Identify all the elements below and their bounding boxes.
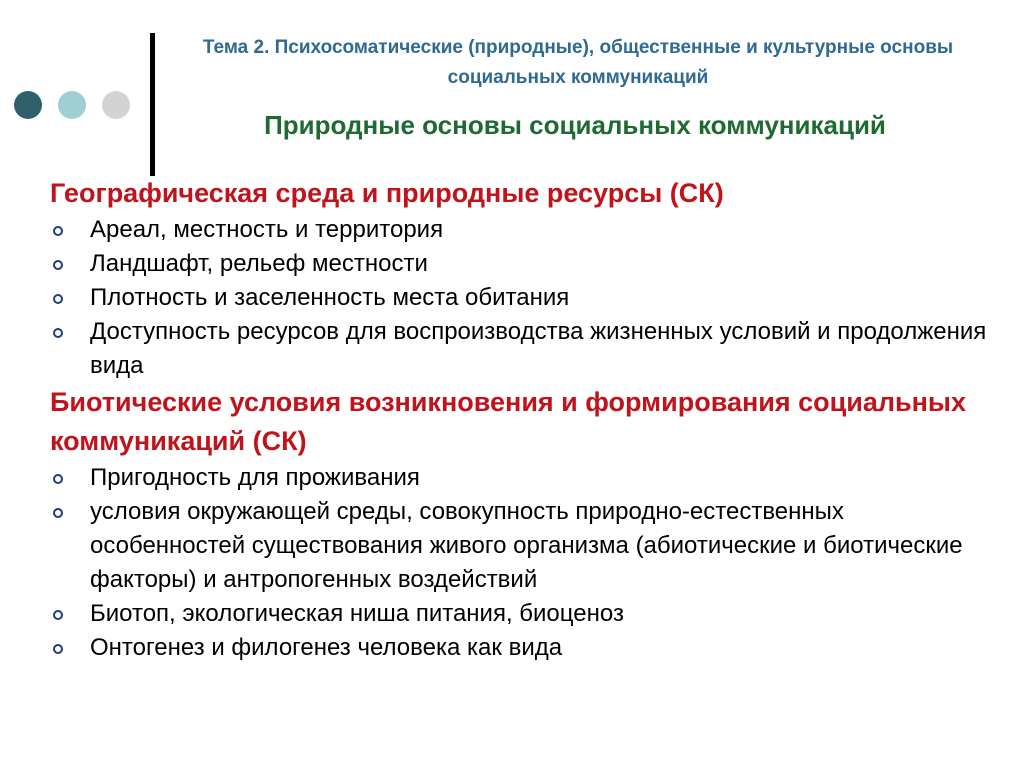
list-item bbox=[50, 597, 1000, 631]
list-item bbox=[50, 247, 1000, 281]
list-item-text: Плотность и заселенность места обитания bbox=[90, 284, 570, 311]
list-item bbox=[50, 495, 1000, 597]
bullet-circle-icon bbox=[53, 226, 63, 236]
bullet-list-biotic bbox=[50, 461, 1000, 665]
list-item bbox=[50, 213, 1000, 247]
list-item-text: Пригодность для проживания bbox=[90, 464, 420, 491]
bullet-circle-icon bbox=[53, 644, 63, 654]
section-heading-biotic: Биотические условия возникновения и формирования социальных коммуникаций (СК) bbox=[50, 387, 966, 456]
bullet-circle-icon bbox=[53, 260, 63, 270]
slide-title: Природные основы социальных коммуникаций bbox=[264, 110, 886, 140]
section-heading-geography: Географическая среда и природные ресурсы (СК) bbox=[50, 178, 724, 208]
bullet-circle-icon bbox=[53, 294, 63, 304]
topic-heading: Тема 2. Психосоматические (природные), общественные и культурные основы социальных коммуникаций bbox=[202, 37, 954, 88]
list-item-text: Онтогенез и филогенез человека как вида bbox=[90, 634, 563, 661]
vertical-divider bbox=[150, 33, 155, 176]
bullet-circle-icon bbox=[53, 508, 63, 518]
list-item bbox=[50, 281, 1000, 315]
bullet-list-geography bbox=[50, 213, 1000, 383]
slide-content bbox=[50, 174, 1000, 665]
bullet-circle-icon bbox=[53, 328, 63, 338]
list-item-text: Доступность ресурсов для воспроизводства жизненных условий и продолжения вида bbox=[90, 318, 987, 379]
list-item bbox=[50, 461, 1000, 495]
list-item bbox=[50, 315, 1000, 383]
list-item-text: условия окружающей среды, совокупность природно-естественных особенностей существования живого организма (абиотические и биотические факторы) и антропогенных воздействий bbox=[90, 498, 963, 593]
bullet-circle-icon bbox=[53, 610, 63, 620]
decorative-dot-dark bbox=[14, 91, 42, 119]
bullet-circle-icon bbox=[53, 474, 63, 484]
decorative-dot-light bbox=[58, 91, 86, 119]
list-item-text: Ареал, местность и территория bbox=[90, 216, 444, 243]
list-item-text: Ландшафт, рельеф местности bbox=[90, 250, 428, 277]
list-item-text: Биотоп, экологическая ниша питания, биоценоз bbox=[90, 600, 624, 627]
list-item bbox=[50, 631, 1000, 665]
decorative-dot-gray bbox=[102, 91, 130, 119]
